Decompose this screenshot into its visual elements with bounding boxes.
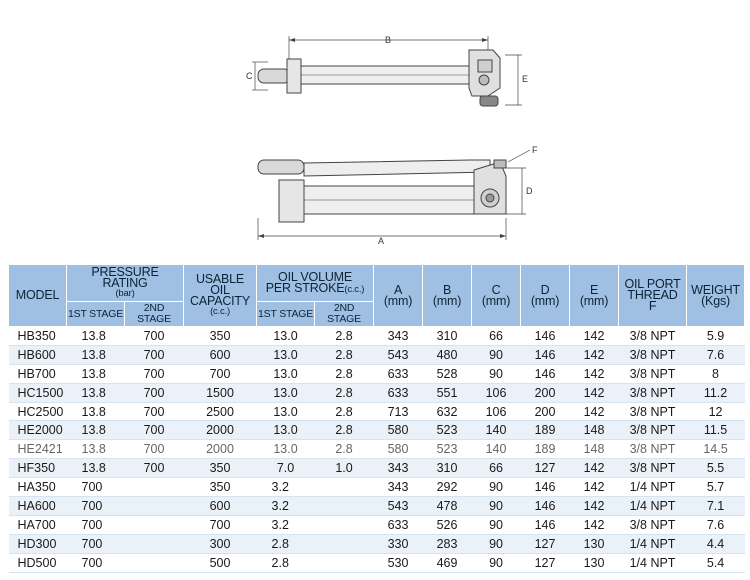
- dim-c-cell: 140: [472, 440, 521, 459]
- dim-c-cell: 66: [472, 459, 521, 478]
- oil-port-cell: 1/4 NPT: [619, 478, 687, 497]
- dim-e-cell: 142: [570, 383, 619, 402]
- oil-port-cell: 1/4 NPT: [619, 534, 687, 553]
- volume-stage1-cell: 7.0: [257, 459, 315, 478]
- pressure-stage2-cell: [125, 497, 184, 516]
- dim-b-cell: 478: [423, 497, 472, 516]
- dim-d-cell: 146: [521, 515, 570, 534]
- pressure-stage2-cell: 700: [125, 440, 184, 459]
- volume-stage2-cell: 2.8: [315, 421, 374, 440]
- header-weight-line1: WEIGHT: [691, 282, 740, 297]
- header-e: [570, 265, 619, 327]
- header-volume-stage1: 1ST STAGE: [257, 302, 315, 327]
- usable-oil-cell: 600: [184, 345, 257, 364]
- header-c-letter: C: [491, 282, 501, 297]
- dim-c-cell: 106: [472, 383, 521, 402]
- dim-d-cell: 200: [521, 402, 570, 421]
- weight-cell: 5.9: [687, 327, 745, 346]
- oil-port-cell: 3/8 NPT: [619, 327, 687, 346]
- dim-e-cell: 142: [570, 402, 619, 421]
- header-usable-oil-line2: CAPACITY: [190, 294, 251, 308]
- model-cell: HE2000: [9, 421, 67, 440]
- dim-a-cell: 580: [374, 421, 423, 440]
- dim-d-cell: 146: [521, 327, 570, 346]
- volume-stage2-cell: 1.0: [315, 459, 374, 478]
- model-cell: HC1500: [9, 383, 67, 402]
- header-c: [472, 265, 521, 327]
- dim-a-cell: 343: [374, 327, 423, 346]
- dim-b-cell: 310: [423, 459, 472, 478]
- dim-d-cell: 189: [521, 421, 570, 440]
- pressure-stage1-cell: 13.8: [67, 459, 125, 478]
- usable-oil-cell: 350: [184, 459, 257, 478]
- dim-b-cell: 523: [423, 440, 472, 459]
- model-cell: HD500: [9, 553, 67, 572]
- pressure-stage1-cell: 13.8: [67, 440, 125, 459]
- pump-drawing-svg: [0, 0, 750, 258]
- table-row: [9, 440, 745, 459]
- pressure-stage1-cell: 13.8: [67, 327, 125, 346]
- header-d-unit: (mm): [530, 293, 560, 308]
- header-a-letter: A: [393, 282, 403, 297]
- weight-cell: 8: [687, 364, 745, 383]
- volume-stage2-cell: [315, 497, 374, 516]
- volume-stage2-cell: 2.8: [315, 440, 374, 459]
- pressure-stage2-cell: [125, 553, 184, 572]
- pressure-stage2-cell: 700: [125, 402, 184, 421]
- header-oil-volume: [257, 265, 374, 302]
- dim-e-cell: 142: [570, 459, 619, 478]
- dim-e-cell: 130: [570, 534, 619, 553]
- volume-stage1-cell: 13.0: [257, 383, 315, 402]
- spec-table: [8, 264, 745, 573]
- table-row: [9, 383, 745, 402]
- weight-cell: 5.4: [687, 553, 745, 572]
- pressure-stage2-cell: 700: [125, 327, 184, 346]
- pump-drawing: [0, 0, 750, 258]
- dim-b-cell: 292: [423, 478, 472, 497]
- usable-oil-cell: 2000: [184, 440, 257, 459]
- weight-cell: 7.1: [687, 497, 745, 516]
- volume-stage2-cell: 2.8: [315, 383, 374, 402]
- model-cell: HB700: [9, 364, 67, 383]
- dim-c-cell: 140: [472, 421, 521, 440]
- model-cell: HA600: [9, 497, 67, 516]
- header-d-letter: D: [540, 282, 550, 297]
- table-body: [9, 327, 745, 573]
- weight-cell: 14.5: [687, 440, 745, 459]
- dim-e-label: E: [522, 74, 529, 84]
- usable-oil-cell: 350: [184, 327, 257, 346]
- dim-a-cell: 343: [374, 459, 423, 478]
- header-volume-stage2: 2ND STAGE: [315, 302, 374, 327]
- pressure-stage2-cell: [125, 515, 184, 534]
- dim-f-label: F: [532, 145, 538, 155]
- header-b-letter: B: [442, 282, 452, 297]
- model-cell: HF350: [9, 459, 67, 478]
- header-b-unit: (mm): [432, 293, 462, 308]
- oil-port-cell: 1/4 NPT: [619, 497, 687, 516]
- volume-stage2-cell: [315, 534, 374, 553]
- volume-stage1-cell: 13.0: [257, 402, 315, 421]
- dim-b-cell: 469: [423, 553, 472, 572]
- volume-stage1-cell: 13.0: [257, 421, 315, 440]
- pressure-stage1-cell: 700: [67, 534, 125, 553]
- dim-c-cell: 106: [472, 402, 521, 421]
- usable-oil-cell: 700: [184, 515, 257, 534]
- dim-d-label: D: [526, 186, 533, 196]
- usable-oil-cell: 2500: [184, 402, 257, 421]
- dim-d-cell: 146: [521, 345, 570, 364]
- dim-a-cell: 330: [374, 534, 423, 553]
- dim-a-label: A: [378, 236, 385, 246]
- model-cell: HA700: [9, 515, 67, 534]
- usable-oil-cell: 300: [184, 534, 257, 553]
- pressure-stage1-cell: 13.8: [67, 383, 125, 402]
- header-pressure-unit: (bar): [115, 288, 135, 299]
- dim-a-cell: 633: [374, 515, 423, 534]
- header-pressure-stage1: 1ST STAGE: [67, 302, 125, 327]
- header-usable-oil-line1: USABLE OIL: [195, 272, 245, 297]
- table-row: [9, 345, 745, 364]
- dim-a-cell: 713: [374, 402, 423, 421]
- weight-cell: 7.6: [687, 345, 745, 364]
- model-cell: HC2500: [9, 402, 67, 421]
- dim-c-label: C: [246, 71, 253, 81]
- header-e-unit: (mm): [579, 293, 609, 308]
- header-a: [374, 265, 423, 327]
- volume-stage1-cell: 3.2: [257, 515, 315, 534]
- usable-oil-cell: 700: [184, 364, 257, 383]
- table-row: [9, 459, 745, 478]
- volume-stage1-cell: 2.8: [257, 534, 315, 553]
- dim-d-cell: 127: [521, 553, 570, 572]
- usable-oil-cell: 350: [184, 478, 257, 497]
- volume-stage2-cell: [315, 478, 374, 497]
- header-usable-oil-unit: (c.c.): [210, 306, 230, 317]
- dim-e-cell: 142: [570, 478, 619, 497]
- dim-c-cell: 90: [472, 478, 521, 497]
- dim-a-cell: 530: [374, 553, 423, 572]
- dim-d-cell: 200: [521, 383, 570, 402]
- dim-a-cell: 543: [374, 345, 423, 364]
- dim-b-cell: 523: [423, 421, 472, 440]
- side-view: [258, 150, 530, 240]
- header-oil-port-line1: OIL PORT: [624, 277, 681, 291]
- oil-port-cell: 3/8 NPT: [619, 515, 687, 534]
- volume-stage2-cell: 2.8: [315, 402, 374, 421]
- dim-e-cell: 142: [570, 364, 619, 383]
- dim-d-cell: 146: [521, 478, 570, 497]
- dim-e-cell: 130: [570, 553, 619, 572]
- dim-b-cell: 632: [423, 402, 472, 421]
- dim-c-cell: 90: [472, 515, 521, 534]
- pressure-stage2-cell: 700: [125, 345, 184, 364]
- weight-cell: 11.2: [687, 383, 745, 402]
- volume-stage1-cell: 2.8: [257, 553, 315, 572]
- model-cell: HA350: [9, 478, 67, 497]
- top-view: [252, 36, 522, 106]
- dim-d-cell: 146: [521, 364, 570, 383]
- oil-port-cell: 3/8 NPT: [619, 364, 687, 383]
- dim-b-label: B: [385, 35, 392, 45]
- pressure-stage2-cell: 700: [125, 364, 184, 383]
- pressure-stage1-cell: 700: [67, 497, 125, 516]
- pressure-stage1-cell: 13.8: [67, 421, 125, 440]
- header-oil-port-line3: F: [648, 299, 657, 313]
- pressure-stage1-cell: 13.8: [67, 402, 125, 421]
- dim-d-cell: 189: [521, 440, 570, 459]
- dim-c-cell: 90: [472, 553, 521, 572]
- header-model: MODEL: [9, 265, 67, 327]
- dim-e-cell: 148: [570, 421, 619, 440]
- volume-stage1-cell: 13.0: [257, 440, 315, 459]
- weight-cell: 7.6: [687, 515, 745, 534]
- dim-c-cell: 90: [472, 534, 521, 553]
- weight-cell: 5.5: [687, 459, 745, 478]
- volume-stage2-cell: 2.8: [315, 345, 374, 364]
- header-oil-port: [619, 265, 687, 327]
- model-cell: HB600: [9, 345, 67, 364]
- table-header: [9, 265, 745, 327]
- pressure-stage2-cell: [125, 478, 184, 497]
- pressure-stage2-cell: 700: [125, 421, 184, 440]
- pressure-stage1-cell: 13.8: [67, 345, 125, 364]
- header-c-unit: (mm): [481, 293, 511, 308]
- pressure-stage1-cell: 700: [67, 553, 125, 572]
- weight-cell: 4.4: [687, 534, 745, 553]
- pressure-stage1-cell: 700: [67, 515, 125, 534]
- dim-a-cell: 633: [374, 364, 423, 383]
- dim-e-cell: 142: [570, 497, 619, 516]
- dim-c-cell: 90: [472, 497, 521, 516]
- weight-cell: 12: [687, 402, 745, 421]
- dim-b-cell: 283: [423, 534, 472, 553]
- pressure-stage1-cell: 13.8: [67, 364, 125, 383]
- table-row: [9, 478, 745, 497]
- oil-port-cell: 3/8 NPT: [619, 345, 687, 364]
- volume-stage1-cell: 3.2: [257, 478, 315, 497]
- header-b: [423, 265, 472, 327]
- weight-cell: 11.5: [687, 421, 745, 440]
- pressure-stage2-cell: 700: [125, 459, 184, 478]
- table-row: [9, 402, 745, 421]
- dim-d-cell: 146: [521, 497, 570, 516]
- header-weight-line2: (Kgs): [701, 293, 730, 308]
- dim-c-cell: 66: [472, 327, 521, 346]
- usable-oil-cell: 500: [184, 553, 257, 572]
- oil-port-cell: 3/8 NPT: [619, 402, 687, 421]
- dim-b-cell: 528: [423, 364, 472, 383]
- weight-cell: 5.7: [687, 478, 745, 497]
- usable-oil-cell: 1500: [184, 383, 257, 402]
- volume-stage2-cell: 2.8: [315, 327, 374, 346]
- header-oil-port-line2: THREAD: [627, 288, 678, 302]
- dim-a-cell: 633: [374, 383, 423, 402]
- dim-a-cell: 343: [374, 478, 423, 497]
- pressure-stage2-cell: 700: [125, 383, 184, 402]
- table-row: [9, 364, 745, 383]
- header-usable-oil: [184, 265, 257, 327]
- volume-stage2-cell: [315, 515, 374, 534]
- dim-b-cell: 551: [423, 383, 472, 402]
- table-row: [9, 497, 745, 516]
- volume-stage1-cell: 13.0: [257, 327, 315, 346]
- pressure-stage1-cell: 700: [67, 478, 125, 497]
- dim-e-cell: 142: [570, 345, 619, 364]
- dim-b-cell: 526: [423, 515, 472, 534]
- model-cell: HB350: [9, 327, 67, 346]
- usable-oil-cell: 600: [184, 497, 257, 516]
- dim-d-cell: 127: [521, 534, 570, 553]
- header-pressure-rating: [67, 265, 184, 302]
- dim-e-cell: 142: [570, 515, 619, 534]
- header-weight: [687, 265, 745, 327]
- oil-port-cell: 3/8 NPT: [619, 383, 687, 402]
- dim-c-cell: 90: [472, 364, 521, 383]
- header-oil-volume-unit: (c.c.): [344, 283, 365, 295]
- header-e-letter: E: [589, 282, 599, 297]
- table-row: [9, 421, 745, 440]
- oil-port-cell: 1/4 NPT: [619, 553, 687, 572]
- volume-stage1-cell: 13.0: [257, 364, 315, 383]
- table-row: [9, 534, 745, 553]
- header-oil-volume-line1: OIL VOLUME: [278, 269, 352, 284]
- header-pressure-stage2: 2ND STAGE: [125, 302, 184, 327]
- dim-e-cell: 142: [570, 327, 619, 346]
- table-row: [9, 553, 745, 572]
- table-row: [9, 515, 745, 534]
- dim-a-cell: 580: [374, 440, 423, 459]
- dim-a-cell: 543: [374, 497, 423, 516]
- model-cell: HE2421: [9, 440, 67, 459]
- usable-oil-cell: 2000: [184, 421, 257, 440]
- volume-stage1-cell: 13.0: [257, 345, 315, 364]
- volume-stage2-cell: 2.8: [315, 364, 374, 383]
- table-row: [9, 327, 745, 346]
- volume-stage2-cell: [315, 553, 374, 572]
- header-pressure-title: PRESSURE RATING: [91, 265, 159, 290]
- header-d: [521, 265, 570, 327]
- dim-b-cell: 480: [423, 345, 472, 364]
- dim-b-cell: 310: [423, 327, 472, 346]
- header-oil-volume-line2: PER STROKE: [265, 280, 345, 295]
- volume-stage1-cell: 3.2: [257, 497, 315, 516]
- pressure-stage2-cell: [125, 534, 184, 553]
- oil-port-cell: 3/8 NPT: [619, 440, 687, 459]
- header-a-unit: (mm): [383, 293, 413, 308]
- dim-c-cell: 90: [472, 345, 521, 364]
- dim-e-cell: 148: [570, 440, 619, 459]
- oil-port-cell: 3/8 NPT: [619, 421, 687, 440]
- oil-port-cell: 3/8 NPT: [619, 459, 687, 478]
- dim-d-cell: 127: [521, 459, 570, 478]
- model-cell: HD300: [9, 534, 67, 553]
